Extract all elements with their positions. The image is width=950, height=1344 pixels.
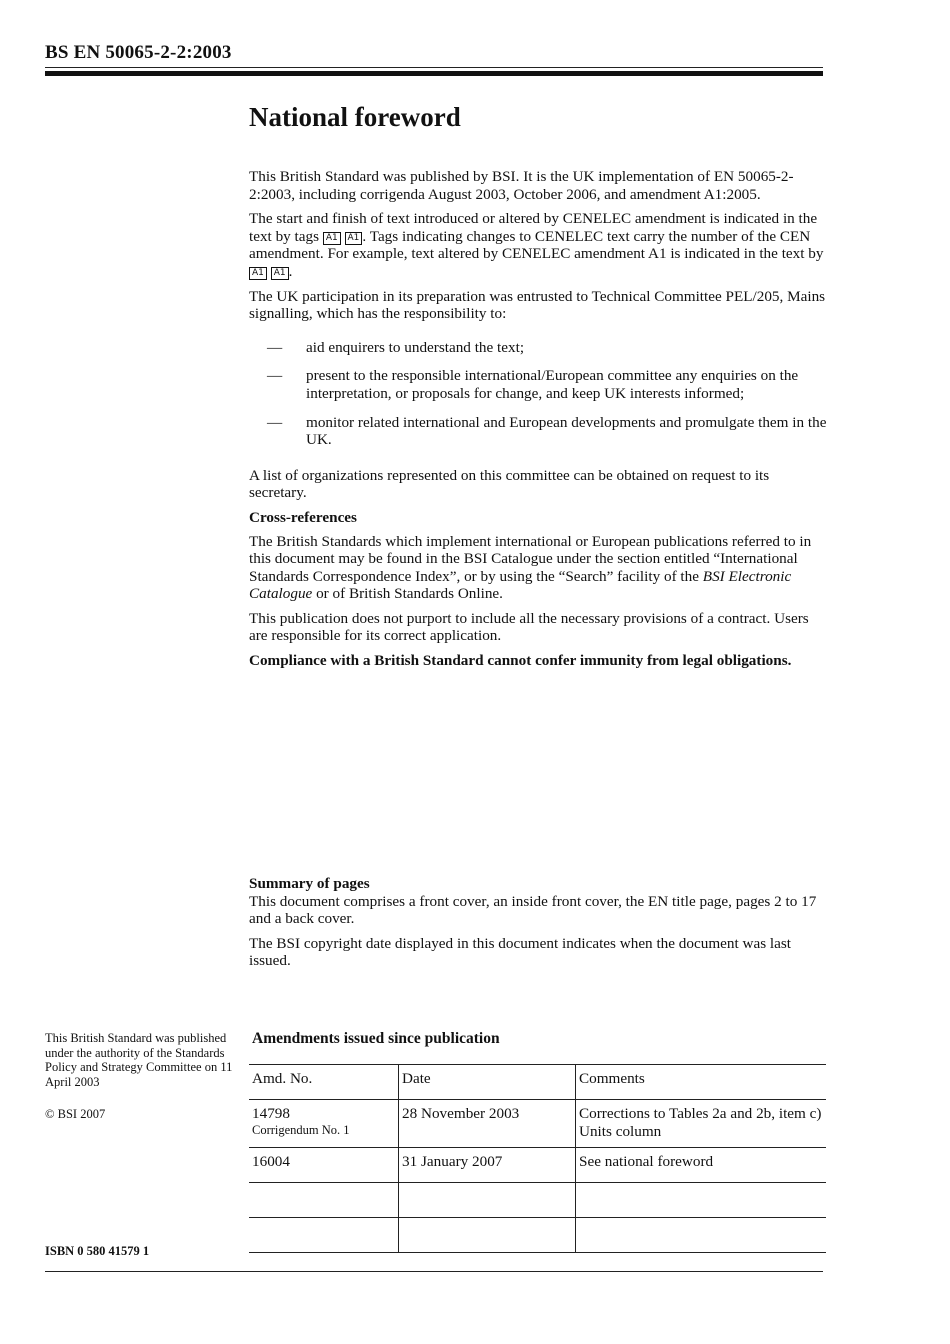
footer-rule xyxy=(45,1271,823,1272)
paragraph-tags xyxy=(249,210,827,280)
amendment-tag-close-icon: A1 xyxy=(271,267,289,280)
date-cell: 28 November 2003 xyxy=(399,1100,576,1148)
isbn: ISBN 0 580 41579 1 xyxy=(45,1244,150,1258)
catalogue-name: BSI Electronic Catalogue xyxy=(249,567,792,603)
table-row xyxy=(249,1100,826,1148)
authority-note: This British Standard was published under the authority of the Standards Policy and Strategy Committee on 11 April 2003 xyxy=(45,1031,233,1089)
column-header: Date xyxy=(399,1065,576,1100)
list-item-text: monitor related international and European developments and promulgate them in the UK. xyxy=(306,413,827,449)
header-rule-thin xyxy=(45,67,823,68)
date-cell xyxy=(399,1218,576,1253)
date-cell: 31 January 2007 xyxy=(399,1148,576,1183)
copyright-note: © BSI 2007 xyxy=(45,1107,106,1121)
comment-cell: See national foreword xyxy=(576,1148,827,1183)
paragraph-implementation: This British Standard was published by BSI. It is the UK implementation of EN 50065-2-2:2003, including corrigenda August 2003, October 2006, and amendment A1:2005. xyxy=(249,168,794,203)
amd-cell xyxy=(249,1218,399,1253)
crossref-heading: Cross-references xyxy=(249,508,357,526)
list-item-text: aid enquirers to understand the text; xyxy=(306,338,525,356)
responsibility-list xyxy=(249,339,827,449)
amendment-tag-close-icon: A1 xyxy=(345,232,363,245)
sidenote xyxy=(45,1031,235,1140)
table-header-row xyxy=(249,1065,826,1100)
text: . xyxy=(288,262,293,280)
page-title: National foreword xyxy=(249,102,461,132)
copyright-date-paragraph: The BSI copyright date displayed in this document indicates when the document was last issued. xyxy=(249,934,791,970)
list-item-text: present to the responsible international/European committee any enquiries on the interpretation, or proposals for change, and keep UK interests informed; xyxy=(306,367,799,402)
table-row xyxy=(249,1183,826,1218)
comment-cell: Corrections to Tables 2a and 2b, item c) Units column xyxy=(576,1100,827,1148)
dash: — xyxy=(267,338,283,356)
document-id: BS EN 50065-2-2:2003 xyxy=(45,42,232,63)
text: The start and finish of text introduced or altered by CENELEC amendment is indicated in the text by tags xyxy=(249,210,818,245)
text: The British Standards which implement international or European publications referred to in this document may be found in the BSI Catalogue under the section entitled “International Standards Correspondence Index”, or by using the “Search” facility of the xyxy=(249,532,812,585)
summary-paragraph: This document comprises a front cover, an inside front cover, the EN title page, pages 2 to 17 and a back cover. xyxy=(249,892,817,928)
comment-cell xyxy=(576,1183,827,1218)
amd-cell xyxy=(249,1100,399,1148)
list-item xyxy=(249,414,827,449)
dash: — xyxy=(267,413,283,431)
comment-cell xyxy=(576,1218,827,1253)
summary-section xyxy=(249,875,827,977)
table-row xyxy=(249,1148,826,1183)
national-foreword-section xyxy=(249,100,827,677)
amd-cell xyxy=(249,1148,399,1183)
amd-note: Corrigendum No. 1 xyxy=(252,1122,350,1137)
amendment-tag-open-icon: A1 xyxy=(323,232,341,245)
amd-cell xyxy=(249,1183,399,1218)
amd-number: 16004 xyxy=(252,1153,290,1171)
paragraph-organizations: A list of organizations represented on this committee can be obtained on request to its secretary. xyxy=(249,466,770,502)
paragraph-compliance: Compliance with a British Standard cannot confer immunity from legal obligations. xyxy=(249,652,792,670)
amendment-tag-open-icon: A1 xyxy=(249,267,267,280)
column-header: Amd. No. xyxy=(249,1065,399,1100)
text: . Tags indicating changes to CENELEC text carry the number of the CEN amendment. For example, text altered by CENELEC amendment A1 is indicated in the text by xyxy=(249,227,824,263)
amd-number: 14798 xyxy=(252,1105,290,1122)
list-item xyxy=(249,339,827,357)
dash: — xyxy=(267,367,283,385)
text: or of British Standards Online. xyxy=(312,585,503,603)
paragraph-crossref xyxy=(249,533,827,603)
summary-heading: Summary of pages xyxy=(249,875,370,892)
amendments-table xyxy=(249,1064,826,1253)
date-cell xyxy=(399,1183,576,1218)
list-item xyxy=(249,367,827,402)
header-rule-thick xyxy=(45,71,823,76)
column-header: Comments xyxy=(576,1065,827,1100)
table-row xyxy=(249,1218,826,1253)
paragraph-committee: The UK participation in its preparation was entrusted to Technical Committee PEL/205, Mains signalling, which has the responsibility to: xyxy=(249,287,826,323)
amendments-title: Amendments issued since publication xyxy=(252,1030,500,1047)
paragraph-contract: This publication does not purport to include all the necessary provisions of a contract. Users are responsible for its correct application. xyxy=(249,609,809,645)
